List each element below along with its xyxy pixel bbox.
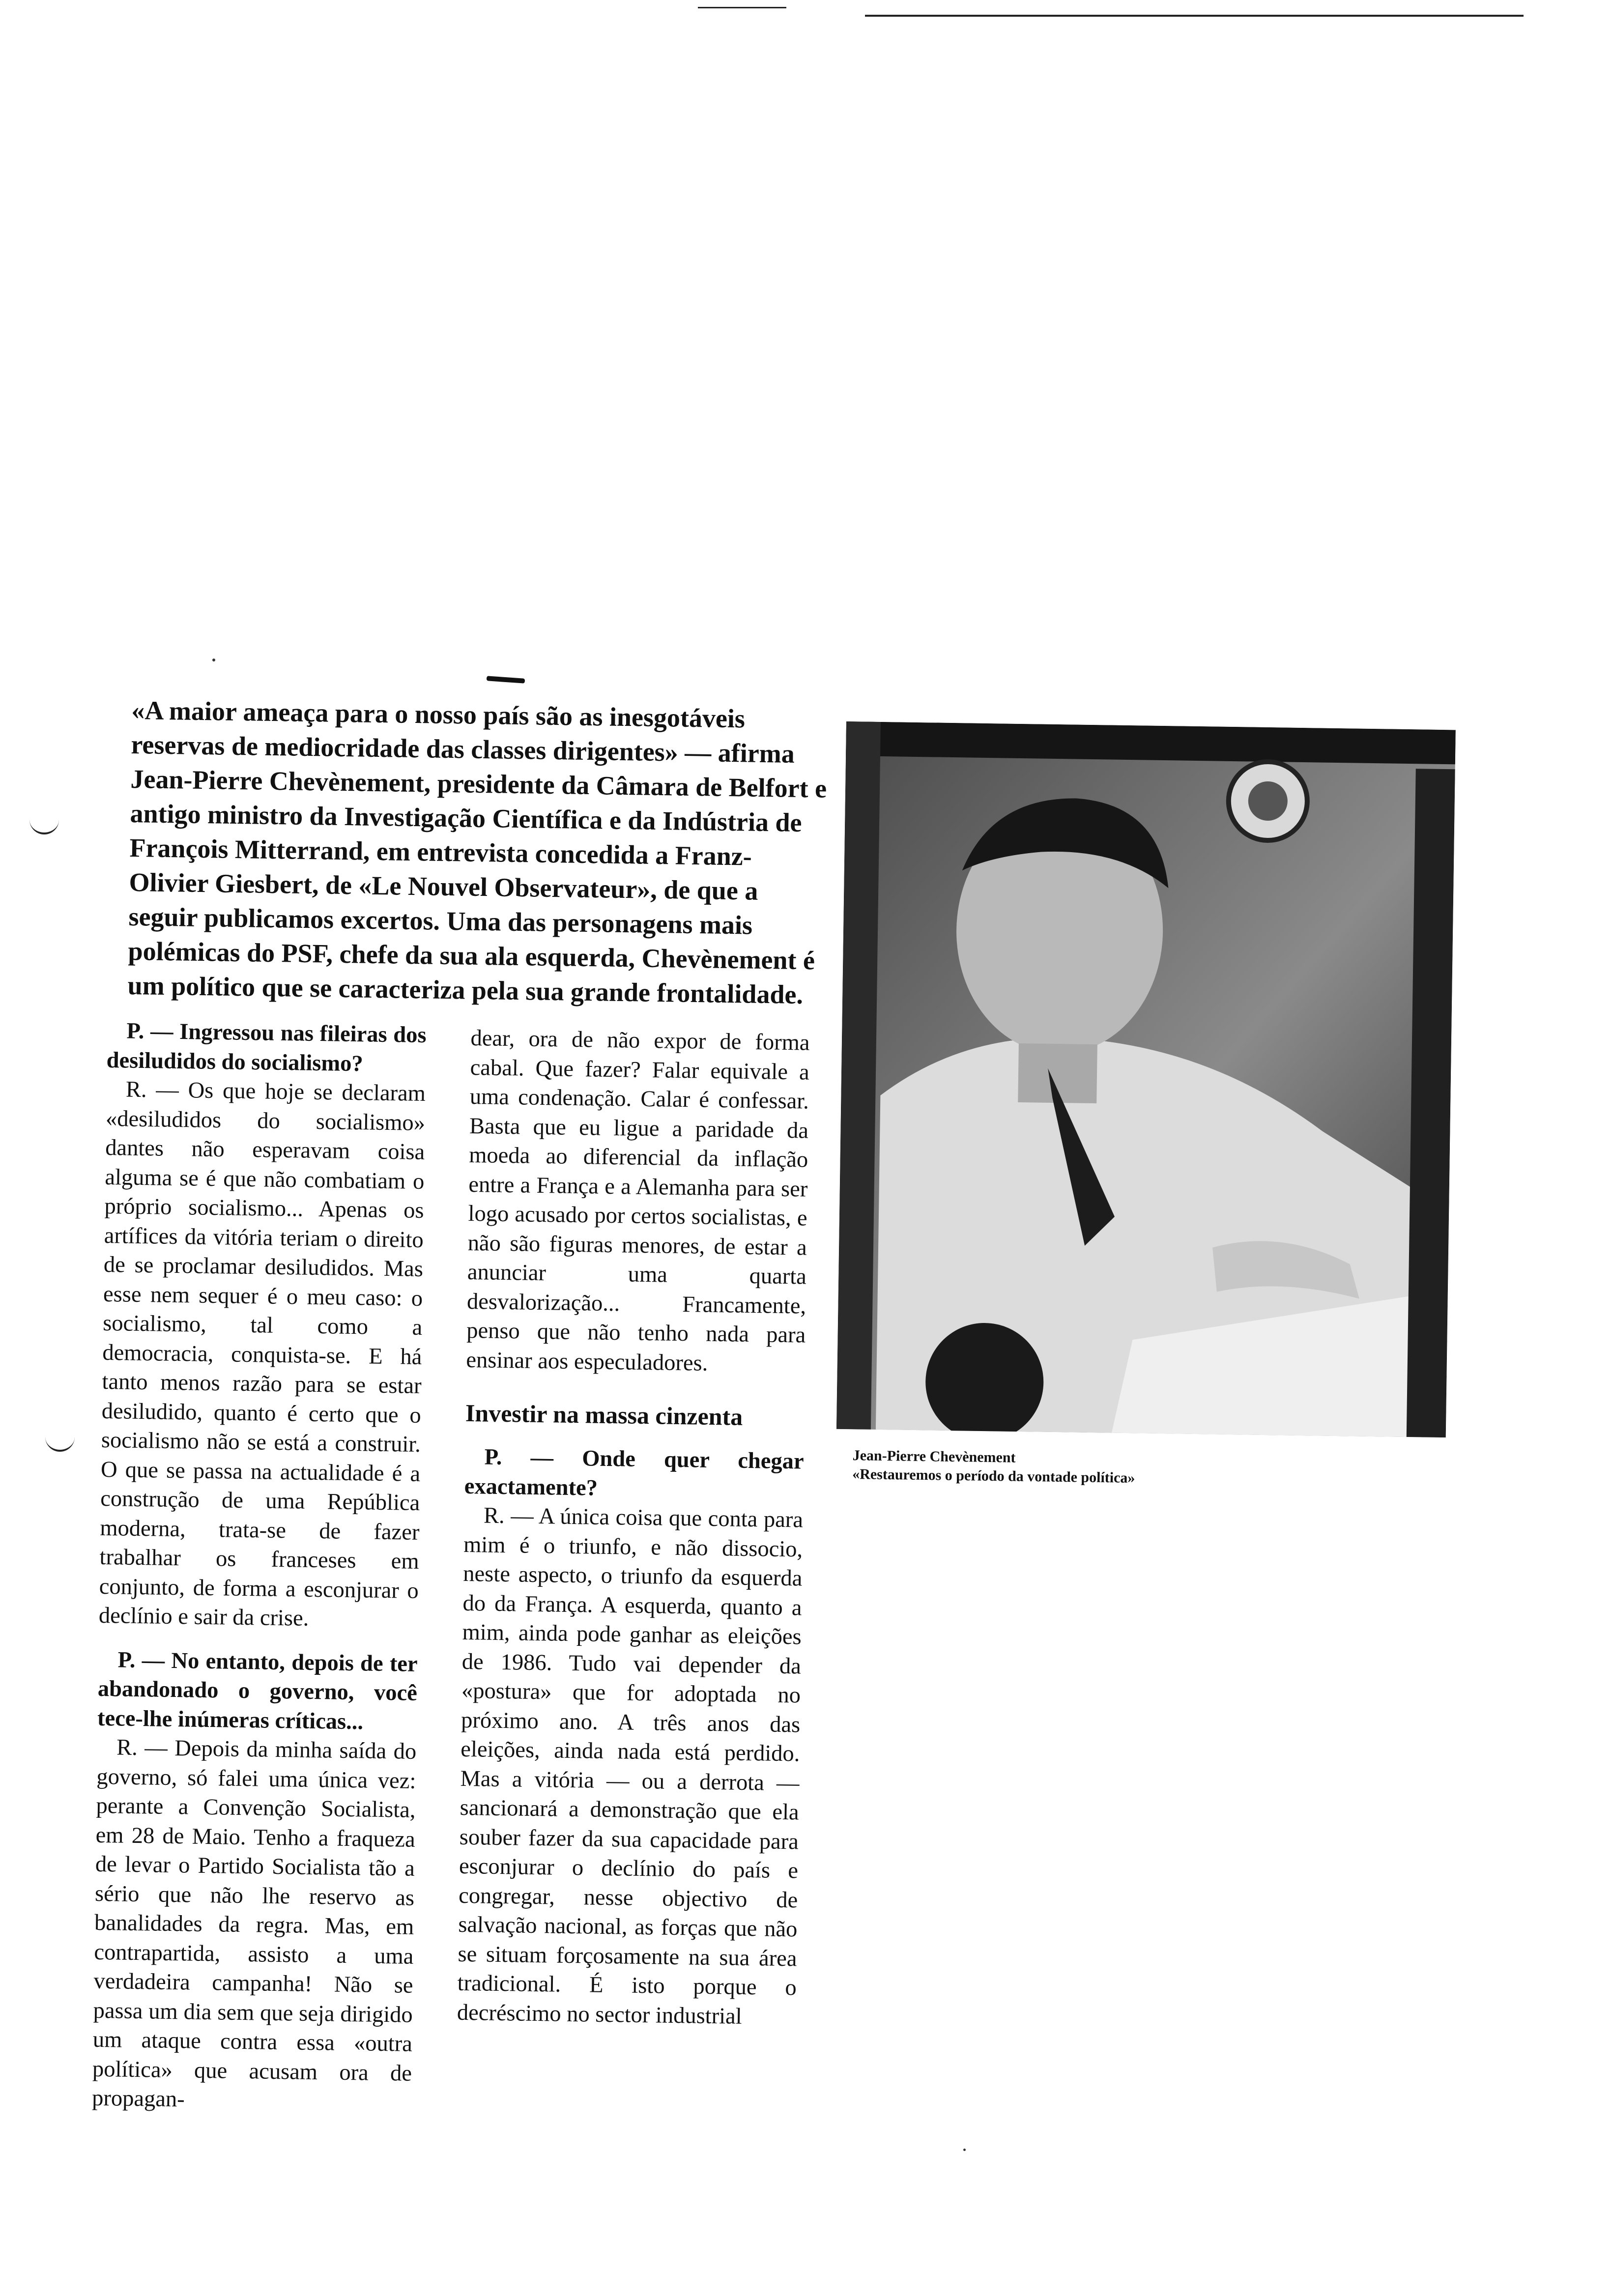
caption-quote: «Restauremos o período da vontade política» — [852, 1465, 1135, 1487]
question-1: P. — Ingressou nas fileiras dos desiludidos do socialismo? — [106, 1018, 427, 1076]
answer-3: R. — A única coisa que conta para mim é o triunfo, e não dissocio, neste aspecto, o triunfo da esquerda do da França. A esquerda, quanto a mim, ainda pode ganhar as eleições de 1986. Tudo vai depender da «postura» que for adoptada no próximo ano. A três anos das eleições, ainda nada está perdido. Mas a vitória — ou a derrota — sancionará a demonstração que ela souber fazer da sua capacidade para esconjurar o declínio do país e congregar, nesse objectivo de salvação nacional, as forças que não se situam forçosamente na sua área tradicional. É isto porque o decréscimo no sector industrial — [457, 1503, 804, 2029]
answer-2: R. — Depois da minha saída do governo, só falei uma única vez: perante a Convenção Socialista, em 28 de Maio. Tenho a fraqueza de levar o Partido Socialista tão a sério que não lhe reservo as banalidades da regra. Mas, em contrapartida, assisto a uma verdadeira campanha! Não se passa um dia sem que seja dirigido um ataque contra essa «outra política» que acusam ora de propagan- — [91, 1735, 417, 2112]
answer-1: R. — Os que hoje se declaram «desiludidos do socialismo» dantes não esperavam coisa alguma se é que não combatiam o próprio socialismo... Apenas os artífices da vitória teriam o direito de se proclamar desiludidos. Mas esse nem sequer é o meu caso: o socialismo, tal como a democracia, conquista-se. E há tanto menos razão para se estar desiludido, quanto é certo que o socialismo não se está a construir. O que se passa na actualidade é a construção de uma República moderna, trata-se de fazer trabalhar os franceses em conjunto, de forma a esconjurar o declínio e sair da crise. — [98, 1077, 426, 1631]
caption-name: Jean-Pierre Chevènement — [852, 1447, 1016, 1466]
top-edge-line — [698, 7, 786, 8]
photo-caption — [852, 1446, 1472, 1492]
question-2: P. — No entanto, depois de ter abandonado o governo, você tece-lhe inúmeras críticas... — [97, 1647, 418, 1734]
margin-mark — [45, 1435, 75, 1452]
portrait-photo — [836, 721, 1456, 1437]
decorative-dash — [487, 676, 525, 683]
answer-2-continued: dear, ora de não expor de forma cabal. Que fazer? Falar equivale a uma condenação. Calar é confessar. Basta que eu ligue a paridade da moeda ao diferencial da inflação entre a França e a Alemanha para ser logo acusado por certos socialistas, e não são figuras menores, de estar a anunciar uma quarta desvalorização... Francamente, penso que não tenho nada para ensinar aos especuladores. — [466, 1025, 810, 1376]
section-subhead: Investir na massa cinzenta — [465, 1399, 743, 1431]
top-edge-line — [865, 15, 1524, 17]
article-column-2 — [457, 1024, 809, 2032]
article-column-1 — [92, 1016, 427, 2117]
article-lead: «A maior ameaça para o nosso país são as inesgotáveis reservas de mediocridade das classes dirigentes» — afirma Jean-Pierre Chevènement, presidente da Câmara de Belfort e antigo ministro da Investigação Científica e da Indústria de François Mitterrand, em entrevista concedida a Franz-Olivier Giesbert, de «Le Nouvel Observateur», de que a seguir publicamos excertos. Uma das personagens mais polémicas do PSF, chefe da sua ala esquerda, Chevènement é um político que se caracteriza pela sua grande frontalidade. — [127, 695, 827, 1010]
question-3: P. — Onde quer chegar exactamente? — [464, 1444, 804, 1501]
speck — [963, 2149, 966, 2151]
margin-mark — [29, 818, 59, 834]
speck — [212, 659, 215, 661]
